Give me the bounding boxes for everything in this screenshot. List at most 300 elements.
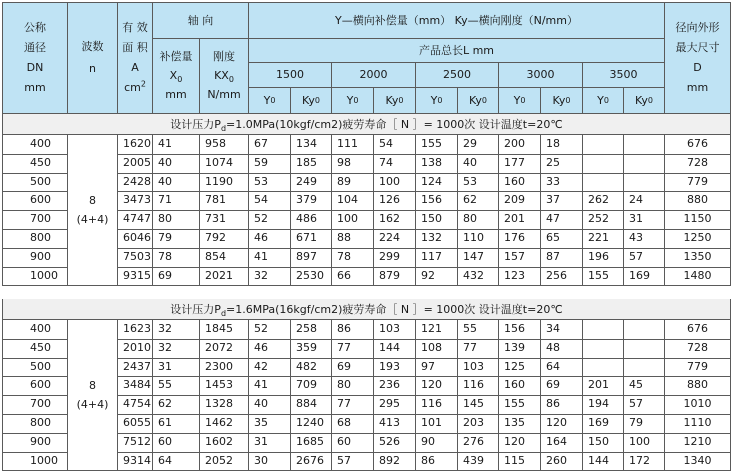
table-cell: 69: [158, 268, 172, 282]
row-divider: [2, 452, 68, 453]
table-cell: 482: [296, 359, 317, 373]
table-cell: 156: [421, 193, 442, 207]
row-divider: [117, 395, 731, 396]
table-cell: 1328: [205, 397, 233, 411]
table-cell: 155: [588, 268, 609, 282]
table-cell: 64: [158, 453, 172, 467]
column-divider: [540, 135, 541, 285]
table-cell: 117: [421, 249, 442, 263]
column-divider: [623, 320, 624, 470]
table-cell: 177: [504, 155, 525, 169]
table-cell: 65: [546, 231, 560, 244]
table-cell: 126: [379, 193, 400, 207]
table-cell: 276: [463, 434, 484, 448]
table-cell: 185: [296, 155, 317, 169]
table-cell: 160: [504, 378, 525, 392]
row-divider: [2, 191, 68, 192]
table-cell: 53: [254, 174, 268, 188]
row-divider: [117, 154, 731, 155]
table-cell: 1685: [296, 434, 324, 448]
table-cell: 400: [30, 322, 51, 335]
table-cell: 413: [379, 416, 400, 429]
table-cell: 62: [463, 193, 477, 207]
table-cell: 116: [421, 397, 442, 411]
table-cell: 800: [30, 231, 51, 244]
column-divider: [117, 135, 118, 285]
table-cell: 150: [588, 434, 609, 448]
table-cell: 258: [296, 322, 317, 335]
table-cell: 35: [254, 416, 268, 429]
header-length-value: 3500: [582, 62, 665, 88]
table-cell: 120: [546, 416, 567, 429]
row-divider: [117, 210, 731, 211]
column-divider: [623, 135, 624, 285]
column-divider: [2, 135, 3, 285]
column-divider: [199, 320, 200, 470]
header-lateral-comp: Y 0: [415, 87, 458, 114]
table-cell: 132: [421, 231, 442, 244]
table-cell: 77: [337, 340, 351, 354]
column-divider: [290, 320, 291, 470]
table-cell: 80: [337, 378, 351, 392]
table-cell: 2300: [205, 359, 233, 373]
column-divider: [199, 135, 200, 285]
header-outer-diameter: 径向外形 最大尺寸 D mm: [664, 2, 731, 114]
row-divider: [2, 376, 68, 377]
header-lateral-stiffness: Ky 0: [457, 87, 499, 114]
header-length: 产品总长L mm: [248, 38, 665, 63]
table-cell: 60: [158, 434, 172, 448]
table-cell: 47: [546, 212, 560, 226]
table-cell: 43: [629, 231, 643, 244]
column-divider: [457, 135, 458, 285]
table-cell: 62: [158, 397, 172, 411]
row-divider: [2, 414, 68, 415]
table-cell: 299: [379, 249, 400, 263]
table-cell: 880: [687, 378, 708, 392]
table-cell: 144: [379, 340, 400, 354]
table-cell: 120: [421, 378, 442, 392]
header-length-value: 2000: [331, 62, 416, 88]
table-cell: 194: [588, 397, 609, 411]
table-cell: 86: [421, 453, 435, 467]
table-cell: 221: [588, 231, 609, 244]
section-bottom-line: [2, 470, 731, 471]
table-cell: 48: [546, 340, 560, 354]
table-cell: 32: [254, 268, 268, 282]
table-cell: 779: [687, 174, 708, 188]
table-cell: 92: [421, 268, 435, 282]
table-cell: 29: [463, 137, 477, 150]
table-cell: 77: [337, 397, 351, 411]
waves-merged-cell: 8 (4+4): [68, 135, 117, 285]
header-lateral-stiffness: Ky 0: [290, 87, 332, 114]
table-cell: 779: [687, 359, 708, 373]
table-cell: 68: [337, 416, 351, 429]
header-lateral-comp: Y 0: [582, 87, 624, 114]
table-cell: 155: [421, 137, 442, 150]
table-cell: 67: [254, 137, 268, 150]
column-divider: [248, 135, 249, 285]
bellows-spec-table: [2, 2, 731, 470]
table-cell: 144: [588, 453, 609, 467]
table-cell: 104: [337, 193, 358, 207]
table-cell: 66: [337, 268, 351, 282]
table-cell: 450: [30, 340, 51, 354]
table-cell: 2005: [123, 155, 151, 169]
table-cell: 676: [687, 137, 708, 150]
table-cell: 40: [463, 155, 477, 169]
table-cell: 123: [504, 268, 525, 282]
header-waves-symbol: n: [89, 62, 96, 75]
table-cell: 2676: [296, 453, 324, 467]
row-divider: [2, 154, 68, 155]
header-area-line: 有 效: [122, 21, 148, 34]
table-cell: 164: [546, 434, 567, 448]
column-divider: [582, 320, 583, 470]
column-divider: [498, 135, 499, 285]
table-cell: 1150: [683, 212, 712, 226]
table-cell: 400: [30, 137, 51, 150]
table-cell: 169: [629, 268, 650, 282]
column-divider: [415, 135, 416, 285]
table-cell: 97: [421, 359, 435, 373]
table-cell: 900: [30, 249, 51, 263]
table-cell: 124: [421, 174, 442, 188]
table-cell: 31: [629, 212, 643, 226]
header-axial-compensation: 补偿量 $X_0$ mm: [152, 38, 200, 114]
table-cell: 32: [158, 340, 172, 354]
table-cell: 172: [629, 453, 650, 467]
table-cell: 7512: [123, 434, 151, 448]
section-condition: 设计压力$P_d=1.0MPa(10kgf/cm2)$疲劳寿命［ N ］= 1000次 设计温度t=20℃: [2, 114, 731, 135]
column-divider: [582, 135, 583, 285]
table-cell: 32: [158, 322, 172, 335]
row-divider: [2, 173, 68, 174]
table-cell: 236: [379, 378, 400, 392]
header-area-line: A: [131, 61, 139, 74]
table-cell: 115: [504, 453, 525, 467]
table-cell: 854: [205, 249, 226, 263]
table-cell: 200: [504, 137, 525, 150]
header-length-value: 3000: [498, 62, 583, 88]
table-cell: 31: [254, 434, 268, 448]
table-cell: 111: [337, 137, 358, 150]
table-cell: 1210: [683, 434, 712, 448]
table-cell: 116: [463, 378, 484, 392]
table-cell: 90: [421, 434, 435, 448]
table-cell: 526: [379, 434, 400, 448]
row-divider: [2, 358, 68, 359]
table-cell: 176: [504, 231, 525, 244]
table-cell: 125: [504, 359, 525, 373]
table-cell: 728: [687, 155, 708, 169]
table-cell: 958: [205, 137, 226, 150]
column-divider: [117, 320, 118, 470]
table-cell: 18: [546, 137, 560, 150]
table-cell: 31: [158, 359, 172, 373]
row-divider: [2, 339, 68, 340]
table-cell: 80: [463, 212, 477, 226]
column-divider: [331, 135, 332, 285]
header-area-unit: $cm^2$: [124, 79, 146, 94]
table-cell: 892: [379, 453, 400, 467]
table-cell: 156: [504, 322, 525, 335]
table-cell: 162: [379, 212, 400, 226]
row-divider: [117, 267, 731, 268]
row-divider: [117, 339, 731, 340]
table-cell: 134: [296, 137, 317, 150]
table-cell: 45: [629, 378, 643, 392]
table-cell: 103: [379, 322, 400, 335]
row-divider: [117, 433, 731, 434]
table-cell: 54: [379, 137, 393, 150]
header-axial-stiffness: 刚度 $KX_0$ N/mm: [199, 38, 249, 114]
table-cell: 57: [337, 453, 351, 467]
table-cell: 252: [588, 212, 609, 226]
row-divider: [117, 191, 731, 192]
row-divider: [117, 173, 731, 174]
table-cell: 74: [379, 155, 393, 169]
table-cell: 7503: [123, 249, 151, 263]
table-cell: 145: [463, 397, 484, 411]
table-cell: 52: [254, 212, 268, 226]
table-cell: 1010: [683, 397, 712, 411]
table-cell: 87: [546, 249, 560, 263]
table-cell: 61: [158, 416, 172, 429]
table-cell: 1110: [683, 416, 712, 429]
table-cell: 46: [254, 231, 268, 244]
table-cell: 379: [296, 193, 317, 207]
table-cell: 260: [546, 453, 567, 467]
table-cell: 6046: [123, 231, 151, 244]
column-divider: [248, 320, 249, 470]
row-divider: [2, 395, 68, 396]
table-cell: 79: [629, 416, 643, 429]
table-cell: 100: [629, 434, 650, 448]
table-cell: 55: [463, 322, 477, 335]
header-dn-line: mm: [24, 81, 46, 94]
table-cell: 42: [254, 359, 268, 373]
table-cell: 1623: [123, 322, 151, 335]
table-cell: 98: [337, 155, 351, 169]
table-cell: 3473: [123, 193, 151, 207]
column-divider: [290, 135, 291, 285]
table-cell: 86: [546, 397, 560, 411]
table-cell: 147: [463, 249, 484, 263]
column-divider: [415, 320, 416, 470]
table-cell: 60: [337, 434, 351, 448]
header-waves: [67, 2, 118, 114]
table-cell: 54: [254, 193, 268, 207]
row-divider: [2, 248, 68, 249]
table-cell: 201: [504, 212, 525, 226]
table-cell: 89: [337, 174, 351, 188]
table-cell: 500: [30, 359, 51, 373]
table-cell: 486: [296, 212, 317, 226]
table-cell: 71: [158, 193, 172, 207]
table-cell: 101: [421, 416, 442, 429]
header-dn-line: DN: [26, 61, 44, 74]
table-cell: 2052: [205, 453, 233, 467]
table-cell: 249: [296, 174, 317, 188]
table-cell: 57: [629, 249, 643, 263]
header-lateral-stiffness: Ky 0: [373, 87, 416, 114]
table-cell: 879: [379, 268, 400, 282]
table-cell: 69: [337, 359, 351, 373]
table-cell: 110: [463, 231, 484, 244]
header-waves-label: 波数: [81, 40, 104, 53]
table-cell: 1453: [205, 378, 233, 392]
column-divider: [373, 320, 374, 470]
table-cell: 46: [254, 340, 268, 354]
table-cell: 1602: [205, 434, 233, 448]
table-cell: 1000: [30, 453, 58, 467]
header-dn-line: 公称: [24, 21, 46, 34]
table-cell: 69: [546, 378, 560, 392]
header-lateral-comp: Y 0: [498, 87, 541, 114]
table-cell: 1074: [205, 155, 233, 169]
table-cell: 37: [546, 193, 560, 207]
table-cell: 30: [254, 453, 268, 467]
table-cell: 1240: [296, 416, 324, 429]
table-cell: 781: [205, 193, 226, 207]
table-cell: 135: [504, 416, 525, 429]
row-divider: [2, 229, 68, 230]
table-cell: 2437: [123, 359, 151, 373]
header-dn-line: 通径: [24, 41, 46, 54]
table-cell: 6055: [123, 416, 151, 429]
table-cell: 80: [158, 212, 172, 226]
table-cell: 120: [504, 434, 525, 448]
table-cell: 880: [687, 193, 708, 207]
table-cell: 78: [337, 249, 351, 263]
header-lateral-comp: Y 0: [331, 87, 374, 114]
table-cell: 256: [546, 268, 567, 282]
table-cell: 40: [254, 397, 268, 411]
table-cell: 100: [337, 212, 358, 226]
table-cell: 1340: [683, 453, 712, 467]
table-cell: 209: [504, 193, 525, 207]
column-divider: [2, 320, 3, 470]
table-cell: 201: [588, 378, 609, 392]
header-lateral-stiffness: Ky 0: [540, 87, 583, 114]
table-cell: 9315: [123, 268, 151, 282]
table-cell: 100: [379, 174, 400, 188]
table-cell: 41: [158, 137, 172, 150]
table-cell: 157: [504, 249, 525, 263]
table-cell: 3484: [123, 378, 151, 392]
table-cell: 600: [30, 378, 51, 392]
table-cell: 1250: [683, 231, 712, 244]
table-cell: 155: [504, 397, 525, 411]
table-cell: 40: [158, 155, 172, 169]
table-cell: 728: [687, 340, 708, 354]
table-cell: 900: [30, 434, 51, 448]
table-cell: 53: [463, 174, 477, 188]
table-cell: 150: [421, 212, 442, 226]
section-bottom-line: [2, 285, 731, 286]
table-cell: 500: [30, 174, 51, 188]
table-cell: 897: [296, 249, 317, 263]
table-cell: 2021: [205, 268, 233, 282]
table-cell: 1190: [205, 174, 233, 188]
row-divider: [117, 376, 731, 377]
table-cell: 1350: [683, 249, 712, 263]
header-dn: [2, 2, 68, 114]
row-divider: [117, 452, 731, 453]
table-cell: 359: [296, 340, 317, 354]
table-cell: 700: [30, 397, 51, 411]
table-cell: 1000: [30, 268, 58, 282]
table-cell: 108: [421, 340, 442, 354]
row-divider: [117, 229, 731, 230]
table-cell: 41: [254, 249, 268, 263]
table-cell: 79: [158, 231, 172, 244]
header-area-line: 面 积: [122, 41, 148, 54]
table-cell: 2428: [123, 174, 151, 188]
table-cell: 2530: [296, 268, 324, 282]
table-cell: 193: [379, 359, 400, 373]
table-cell: 86: [337, 322, 351, 335]
table-cell: 792: [205, 231, 226, 244]
table-cell: 196: [588, 249, 609, 263]
table-cell: 77: [463, 340, 477, 354]
table-cell: 52: [254, 322, 268, 335]
table-cell: 1462: [205, 416, 233, 429]
header-length-value: 1500: [248, 62, 332, 88]
table-cell: 169: [588, 416, 609, 429]
table-cell: 671: [296, 231, 317, 244]
table-cell: 1845: [205, 322, 233, 335]
row-divider: [2, 267, 68, 268]
table-cell: 600: [30, 193, 51, 207]
header-lateral-comp: Y 0: [248, 87, 291, 114]
column-divider: [152, 135, 153, 285]
table-cell: 432: [463, 268, 484, 282]
table-cell: 55: [158, 378, 172, 392]
column-divider: [540, 320, 541, 470]
header-lateral: Y—横向补偿量（mm） Ky—横向刚度（N/mm）: [248, 2, 665, 39]
table-cell: 2072: [205, 340, 233, 354]
table-cell: 4754: [123, 397, 151, 411]
header-axial: 轴 向: [152, 2, 249, 39]
table-cell: 57: [629, 397, 643, 411]
row-divider: [117, 248, 731, 249]
table-cell: 9314: [123, 453, 151, 467]
table-cell: 160: [504, 174, 525, 188]
table-cell: 2010: [123, 340, 151, 354]
table-cell: 1620: [123, 137, 151, 150]
table-cell: 25: [546, 155, 560, 169]
table-cell: 88: [337, 231, 351, 244]
column-divider: [373, 135, 374, 285]
table-cell: 203: [463, 416, 484, 429]
table-cell: 1480: [683, 268, 712, 282]
header-length-value: 2500: [415, 62, 499, 88]
table-cell: 121: [421, 322, 442, 335]
table-cell: 33: [546, 174, 560, 188]
table-cell: 800: [30, 416, 51, 429]
column-divider: [498, 320, 499, 470]
table-cell: 884: [296, 397, 317, 411]
column-divider: [152, 320, 153, 470]
table-cell: 676: [687, 322, 708, 335]
table-cell: 41: [254, 378, 268, 392]
waves-merged-cell: 8 (4+4): [68, 320, 117, 470]
header-lateral-stiffness: Ky 0: [623, 87, 665, 114]
table-cell: 34: [546, 322, 560, 335]
